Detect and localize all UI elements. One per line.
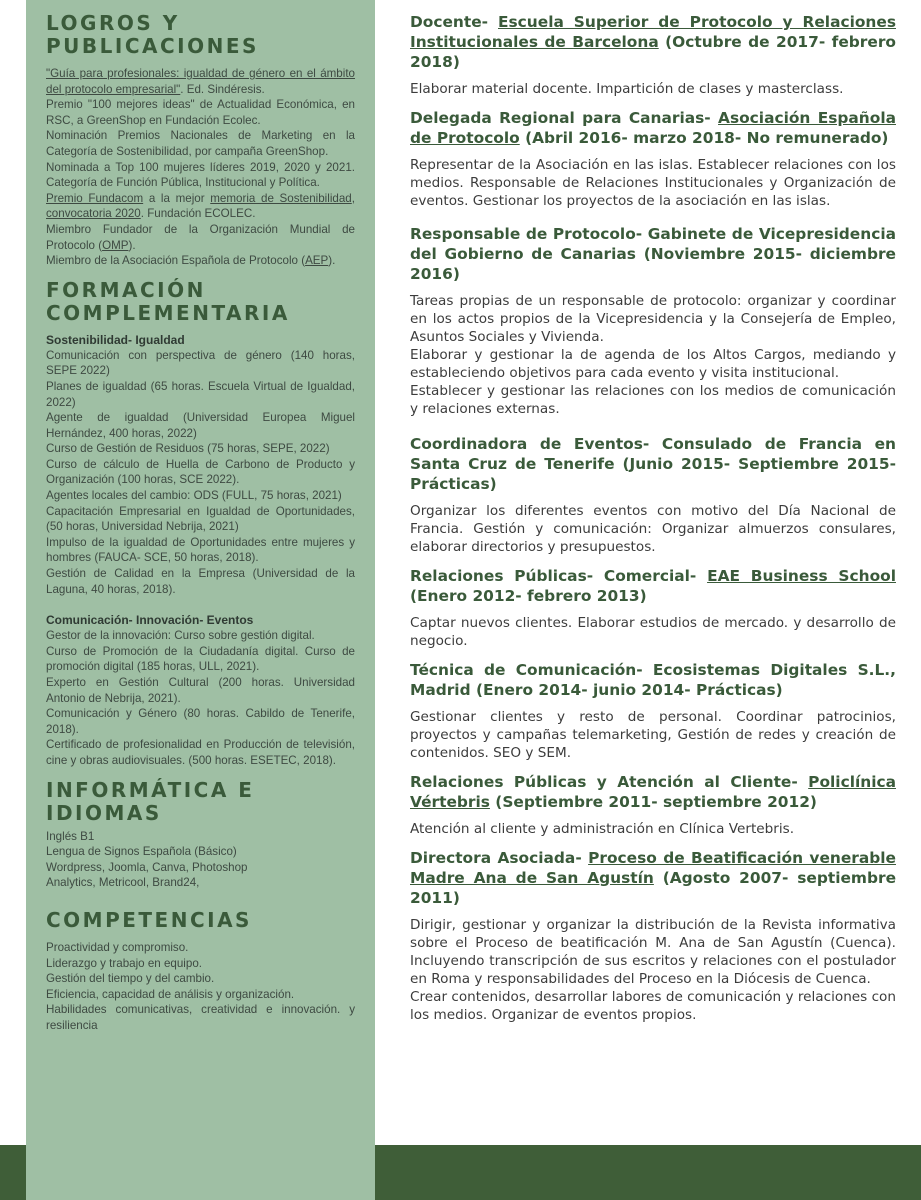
logros-text: . Fundación ECOLEC. — [140, 207, 256, 221]
job-entry — [410, 566, 896, 650]
logros-text: Miembro de la Asociación Española de Protocolo ( — [46, 254, 306, 268]
job-dates: (Abril 2016- marzo 2018- No remunerado) — [519, 129, 889, 147]
job-dates: (Enero 2012- febrero 2013) — [410, 587, 647, 605]
skill-item: Analytics, Metricool, Brand24, — [46, 876, 200, 890]
job-org-link[interactable]: EAE Business School — [707, 567, 896, 585]
job-title — [410, 660, 896, 700]
course-item: Agentes locales del cambio: ODS (FULL, 75 horas, 2021) — [46, 489, 342, 503]
sidebar — [26, 0, 375, 1200]
skill-item: Lengua de Signos Española (Básico) — [46, 845, 237, 859]
logros-item — [46, 222, 355, 253]
formacion-section — [46, 279, 355, 769]
job-org-link[interactable]: Asociación Española de Protocolo — [410, 109, 896, 147]
omp-link[interactable]: OMP — [102, 238, 129, 252]
formacion-heading-line: FORMACIÓN — [46, 277, 206, 302]
logros-item: Nominación Premios Nacionales de Marketing en la Categoría de Sostenibilidad, por campaña GreenShop. — [46, 129, 355, 158]
course-item: Gestión de Calidad en la Empresa (Universidad de la Laguna, 40 horas, 2018). — [46, 567, 355, 596]
logros-text: , — [351, 191, 355, 205]
job-title — [410, 224, 896, 284]
job-title — [410, 108, 896, 148]
course-item: Curso de cálculo de Huella de Carbono de Producto y Organización (100 horas, SCE 2022). — [46, 457, 355, 487]
logros-item: Nominada a Top 100 mujeres líderes 2019, 2020 y 2021. Categoría de Función Pública, Institucional y Política. — [46, 160, 355, 190]
job-entry — [410, 12, 896, 98]
competence-item: Habilidades comunicativas, creatividad e innovación. y resiliencia — [46, 1003, 355, 1032]
logros-text: . Ed. Sindéresis. — [180, 82, 265, 96]
job-description-paragraph: Establecer y gestionar las relaciones con los medios de comunicación y relaciones externas. — [410, 383, 896, 417]
logros-item: Premio "100 mejores ideas" de Actualidad Económica, en RSC, a GreenShop en Fundación Ecolec. — [46, 98, 355, 127]
course-item: Comunicación y Género (80 horas. Cabildo de Tenerife, 2018). — [46, 707, 355, 736]
job-org-link[interactable]: Proceso de Beatificación venerable Madre Ana de San Agustín — [410, 849, 896, 887]
job-entry — [410, 660, 896, 762]
job-description — [410, 916, 896, 1024]
experience-column — [410, 12, 896, 1034]
job-description: Atención al cliente y administración en Clínica Vertebris. — [410, 821, 795, 837]
course-item: Impulso de la igualdad de Oportunidades entre mujeres y hombres (FAUCA- SCE, 50 horas, 2018). — [46, 535, 355, 565]
informatica-heading: INFORMÁTICA E IDIOMAS — [46, 777, 255, 825]
course-item: Certificado de profesionalidad en Producción de televisión, cine y obras audiovisuales. (500 horas. ESETEC, 2018). — [46, 738, 355, 767]
course-item: Gestor de la innovación: Curso sobre gestión digital. — [46, 629, 315, 643]
competence-item: Gestión del tiempo y del cambio. — [46, 972, 215, 986]
job-role: Responsable de Protocolo- Gabinete de Vicepresidencia del Gobierno de Canarias (Noviembre 2015- diciembre 2016) — [410, 225, 896, 283]
job-entry — [410, 772, 896, 838]
convocatoria-link[interactable]: convocatoria 2020 — [46, 207, 141, 221]
group-title: Sostenibilidad- Igualdad — [46, 332, 185, 347]
job-entry — [410, 224, 896, 418]
guia-link[interactable]: "Guía para profesionales: igualdad de género en el ámbito del protocolo empresarial" — [46, 67, 355, 96]
job-description-paragraph: Elaborar y gestionar la de agenda de los Altos Cargos, mediando y estableciendo objetivos para cada evento y visita institucional. — [410, 347, 896, 381]
job-description-paragraph: Dirigir, gestionar y organizar la distribución de la Revista informativa sobre el Proceso de beatificación M. Ana de San Agustín (Cuenca). Incluyendo transcripción de sus escritos y relaciones con el postulador en Roma y responsabilidades del Proceso en la Diócesis de Cuenca. — [410, 917, 896, 987]
course-item: Agente de igualdad (Universidad Europea Miguel Hernández, 400 horas, 2022) — [46, 411, 355, 440]
job-role: Coordinadora de Eventos- Consulado de Francia en Santa Cruz de Tenerife (Junio 2015- Septiembre 2015- Prácticas) — [410, 435, 896, 493]
premio-fundacom-link[interactable]: Premio Fundacom — [46, 191, 144, 205]
job-org-link[interactable]: Escuela Superior de Protocolo y Relaciones Institucionales de Barcelona — [410, 13, 896, 51]
job-title — [410, 772, 896, 812]
job-entry — [410, 434, 896, 556]
job-dates: (Octubre de 2017- febrero 2018) — [410, 33, 896, 71]
informatica-section — [46, 779, 355, 891]
course-item: Experto en Gestión Cultural (200 horas. Universidad Antonio de Nebrija, 2021). — [46, 676, 355, 705]
course-item: Comunicación con perspectiva de género (140 horas, SEPE 2022) — [46, 348, 355, 378]
job-role: Técnica de Comunicación- Ecosistemas Digitales S.L., Madrid (Enero 2014- junio 2014- Prácticas) — [410, 661, 896, 699]
logros-text: Miembro Fundador de la Organización Mundial de Protocolo ( — [46, 222, 355, 252]
job-dates: (Agosto 2007- septiembre 2011) — [410, 869, 897, 907]
job-title — [410, 848, 896, 908]
memoria-link[interactable]: memoria de Sostenibilidad — [210, 191, 352, 205]
job-description: Elaborar material docente. Impartición de clases y masterclass. — [410, 81, 844, 97]
logros-section — [46, 12, 355, 269]
group-title: Comunicación- Innovación- Eventos — [46, 613, 254, 628]
formacion-heading-line: COMPLEMENTARIA — [46, 300, 290, 325]
competencias-section — [46, 909, 355, 1034]
job-title — [410, 12, 896, 72]
competence-item: Proactividad y compromiso. — [46, 940, 189, 954]
job-description: Gestionar clientes y resto de personal. Coordinar patrocinios, proyectos y campañas telemarketing, Gestión de redes y creación de contenidos. SEO y SEM. — [410, 709, 896, 761]
job-role: Docente- — [410, 13, 498, 31]
logros-text: ). — [328, 254, 336, 268]
job-org-link[interactable]: Policlínica Vértebris — [410, 773, 896, 811]
competence-item: Liderazgo y trabajo en equipo. — [46, 956, 202, 970]
job-entry — [410, 848, 896, 1024]
job-description: Captar nuevos clientes. Elaborar estudios de mercado. y desarrollo de negocio. — [410, 615, 896, 649]
logros-item — [46, 66, 355, 97]
formacion-heading — [46, 279, 355, 325]
aep-link[interactable]: AEP — [305, 254, 329, 268]
logros-text: a la mejor — [143, 191, 211, 205]
job-entry — [410, 108, 896, 210]
logros-text: ). — [128, 238, 136, 252]
competence-item: Eficiencia, capacidad de análisis y organización. — [46, 987, 295, 1001]
course-item: Planes de igualdad (65 horas. Escuela Virtual de Igualdad, 2022) — [46, 379, 355, 409]
skill-item: Wordpress, Joomla, Canva, Photoshop — [46, 860, 248, 874]
job-dates: (Septiembre 2011- septiembre 2012) — [489, 793, 817, 811]
job-description: Organizar los diferentes eventos con motivo del Día Nacional de Francia. Gestión y comunicación: Organizar almuerzos consulares, elaborar directorios y presupuestos. — [410, 503, 896, 555]
logros-item — [46, 253, 355, 269]
job-title — [410, 434, 896, 494]
job-role: Relaciones Públicas- Comercial- — [410, 567, 708, 585]
course-item: Capacitación Empresarial en Igualdad de Oportunidades, (50 horas, Universidad Nebrija, 2021) — [46, 504, 355, 534]
job-role: Relaciones Públicas y Atención al Cliente- — [410, 773, 809, 791]
competencias-heading: COMPETENCIAS — [46, 907, 252, 932]
logros-item — [46, 191, 355, 222]
logros-heading: LOGROS Y PUBLICACIONES — [46, 11, 259, 58]
job-description-paragraph: Crear contenidos, desarrollar labores de comunicación y relaciones con los medios. Organizar de eventos propios. — [410, 989, 896, 1023]
job-description: Representar de la Asociación en las islas. Establecer relaciones con los medios. Responsable de Relaciones Institucionales y Organización de eventos. Gestionar los proyectos de la asociación en las islas. — [410, 157, 896, 209]
job-role: Directora Asociada- — [410, 849, 589, 867]
job-description-paragraph: Tareas propias de un responsable de protocolo: organizar y coordinar en los actos propios de la Vicepresidencia y la Consejería de Empleo, Asuntos Sociales y Vivienda. — [410, 293, 896, 345]
job-role: Delegada Regional para Canarias- — [410, 109, 719, 127]
job-title — [410, 566, 896, 606]
course-item: Curso de Gestión de Residuos (75 horas, SEPE, 2022) — [46, 442, 330, 456]
job-description — [410, 292, 896, 418]
course-item: Curso de Promoción de la Ciudadanía digital. Curso de promoción digital (185 horas, ULL, 2021). — [46, 644, 355, 674]
skill-item: Inglés B1 — [46, 829, 95, 843]
